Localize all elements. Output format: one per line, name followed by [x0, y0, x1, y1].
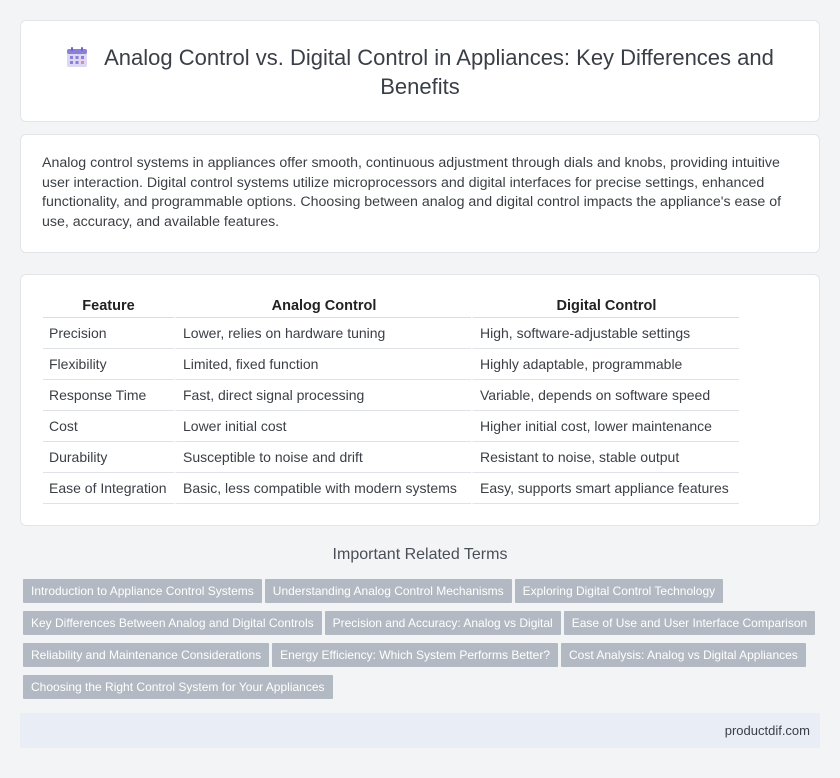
intro-paragraph: Analog control systems in appliances offer smooth, continuous adjustment through dials and knobs, providing intuitive user interaction. Digital control systems utilize microprocessors and digital interfaces for precise settings, enhanced functionality, and programmable options. Choosing between analog and digital control impacts the appliance's ease of use, accuracy, and available features.	[42, 155, 782, 230]
table-row	[43, 442, 739, 473]
feature-cell: Cost	[43, 411, 174, 442]
related-terms-heading: Important Related Terms	[332, 546, 508, 563]
comparison-card	[20, 274, 820, 526]
feature-cell: Flexibility	[43, 349, 174, 380]
page-title-text: Analog Control vs. Digital Control in Appliances: Key Differences and Benefits	[104, 45, 774, 99]
analog-cell: Lower initial cost	[174, 411, 471, 442]
table-row	[43, 473, 739, 504]
analog-cell: Lower, relies on hardware tuning	[174, 318, 471, 349]
feature-cell: Precision	[43, 318, 174, 349]
table-row	[43, 380, 739, 411]
related-term-link[interactable]: Energy Efficiency: Which System Performs Better?	[272, 643, 558, 667]
related-term-link[interactable]: Understanding Analog Control Mechanisms	[265, 579, 512, 603]
header-feature: Feature	[43, 295, 174, 318]
analog-cell: Basic, less compatible with modern systems	[174, 473, 471, 504]
related-term-link[interactable]: Exploring Digital Control Technology	[515, 579, 724, 603]
intro-card	[20, 134, 820, 253]
analog-cell: Limited, fixed function	[174, 349, 471, 380]
feature-cell: Durability	[43, 442, 174, 473]
calendar-grid-icon	[66, 46, 88, 68]
table-row	[43, 349, 739, 380]
related-term-link[interactable]: Cost Analysis: Analog vs Digital Appliances	[561, 643, 806, 667]
page-title	[61, 43, 779, 101]
related-terms-list	[23, 579, 823, 707]
analog-cell: Susceptible to noise and drift	[174, 442, 471, 473]
table-row	[43, 318, 739, 349]
digital-cell: Variable, depends on software speed	[471, 380, 739, 411]
related-term-link[interactable]: Reliability and Maintenance Considerations	[23, 643, 269, 667]
title-card	[20, 20, 820, 122]
digital-cell: Easy, supports smart appliance features	[471, 473, 739, 504]
digital-cell: Higher initial cost, lower maintenance	[471, 411, 739, 442]
digital-cell: High, software-adjustable settings	[471, 318, 739, 349]
feature-cell: Response Time	[43, 380, 174, 411]
footer-bar	[20, 713, 820, 748]
digital-cell: Resistant to noise, stable output	[471, 442, 739, 473]
related-term-link[interactable]: Key Differences Between Analog and Digital Controls	[23, 611, 322, 635]
related-term-link[interactable]: Introduction to Appliance Control Systems	[23, 579, 262, 603]
header-analog-control: Analog Control	[174, 295, 471, 318]
comparison-table	[43, 295, 739, 504]
analog-cell: Fast, direct signal processing	[174, 380, 471, 411]
related-term-link[interactable]: Precision and Accuracy: Analog vs Digital	[325, 611, 561, 635]
feature-cell: Ease of Integration	[43, 473, 174, 504]
table-row	[43, 411, 739, 442]
related-term-link[interactable]: Choosing the Right Control System for Your Appliances	[23, 675, 333, 699]
digital-cell: Highly adaptable, programmable	[471, 349, 739, 380]
table-header-row	[43, 295, 739, 318]
footer-site-link[interactable]: productdif.com	[724, 723, 810, 738]
related-term-link[interactable]: Ease of Use and User Interface Comparison	[564, 611, 815, 635]
header-digital-control: Digital Control	[471, 295, 739, 318]
